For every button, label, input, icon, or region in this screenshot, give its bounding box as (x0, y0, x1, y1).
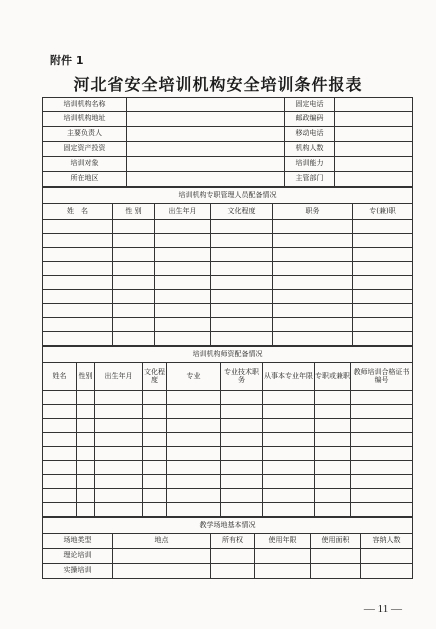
table-row (43, 461, 413, 475)
header-row (43, 204, 413, 220)
column-header: 文化程度 (143, 363, 167, 391)
field-label: 移动电话 (285, 127, 335, 142)
table-row (43, 489, 413, 503)
field-value-cell[interactable] (335, 127, 413, 142)
row-label: 实操培训 (43, 564, 113, 579)
field-label: 主要负责人 (43, 127, 127, 142)
field-value-cell[interactable] (335, 112, 413, 127)
table-row (43, 564, 413, 579)
table-row (43, 142, 413, 157)
table-row (43, 405, 413, 419)
table-row (43, 304, 413, 318)
column-header: 姓名 (43, 363, 77, 391)
table-row (43, 248, 413, 262)
section-title: 培训机构专职管理人员配备情况 (43, 188, 413, 204)
table-row (43, 391, 413, 405)
field-value-cell[interactable] (127, 172, 285, 187)
table-row (43, 234, 413, 248)
field-value-cell[interactable] (127, 98, 285, 112)
column-header: 使用面积 (311, 534, 361, 549)
field-label: 所在地区 (43, 172, 127, 187)
row-label: 理论培训 (43, 549, 113, 564)
field-label: 培训机构地址 (43, 112, 127, 127)
field-value-cell[interactable] (127, 157, 285, 172)
table-row (43, 332, 413, 346)
field-value-cell[interactable] (335, 98, 413, 112)
field-value-cell[interactable] (127, 127, 285, 142)
table-row (43, 447, 413, 461)
table-row (43, 172, 413, 187)
table-row (43, 98, 413, 112)
field-label: 邮政编码 (285, 112, 335, 127)
header-row (43, 534, 413, 549)
table-row (43, 127, 413, 142)
field-label: 固定资产投资 (43, 142, 127, 157)
field-value-cell[interactable] (335, 157, 413, 172)
column-header: 出生年月 (155, 204, 211, 220)
field-label: 培训对象 (43, 157, 127, 172)
staff-table (42, 187, 413, 346)
column-header: 职务 (273, 204, 353, 220)
basic-info-table (42, 97, 413, 187)
column-header: 所有权 (211, 534, 255, 549)
field-value-cell[interactable] (127, 142, 285, 157)
column-header: 性 别 (113, 204, 155, 220)
field-label: 培训机构名称 (43, 98, 127, 112)
column-header: 专业技术职务 (221, 363, 263, 391)
column-header: 容纳人数 (361, 534, 413, 549)
table-row (43, 318, 413, 332)
column-header: 场地类型 (43, 534, 113, 549)
column-header: 地点 (113, 534, 211, 549)
field-label: 固定电话 (285, 98, 335, 112)
column-header: 专(兼)职 (353, 204, 413, 220)
table-row (43, 262, 413, 276)
field-label: 主管部门 (285, 172, 335, 187)
column-header: 文化程度 (211, 204, 273, 220)
header-row (43, 363, 413, 391)
field-value-cell[interactable] (127, 112, 285, 127)
section-title: 培训机构师资配备情况 (43, 347, 413, 363)
table-row (43, 157, 413, 172)
column-header: 教师培训合格证书编号 (351, 363, 413, 391)
teacher-table (42, 346, 413, 517)
table-row (43, 290, 413, 304)
column-header: 使用年限 (255, 534, 311, 549)
field-value-cell[interactable] (335, 172, 413, 187)
column-header: 从事本专业年限 (263, 363, 315, 391)
section-row (43, 188, 413, 204)
field-label: 机构人数 (285, 142, 335, 157)
table-row (43, 112, 413, 127)
table-row (43, 433, 413, 447)
form-title: 河北省安全培训机构安全培训条件报表 (73, 75, 363, 94)
field-value-cell[interactable] (335, 142, 413, 157)
page-number: — 11 — (363, 603, 402, 615)
table-row (43, 549, 413, 564)
section-row (43, 347, 413, 363)
table-row (43, 503, 413, 517)
table-row (43, 220, 413, 234)
column-header: 专业 (167, 363, 221, 391)
form-table (42, 97, 412, 579)
table-row (43, 419, 413, 433)
field-label: 培训能力 (285, 157, 335, 172)
column-header: 专职或兼职 (315, 363, 351, 391)
section-title: 教学场地基本情况 (43, 518, 413, 534)
section-row (43, 518, 413, 534)
table-row (43, 475, 413, 489)
column-header: 性别 (77, 363, 95, 391)
column-header: 出生年月 (95, 363, 143, 391)
venue-table (42, 517, 413, 579)
column-header: 姓 名 (43, 204, 113, 220)
table-row (43, 276, 413, 290)
attachment-label: 附件 1 (50, 54, 84, 67)
